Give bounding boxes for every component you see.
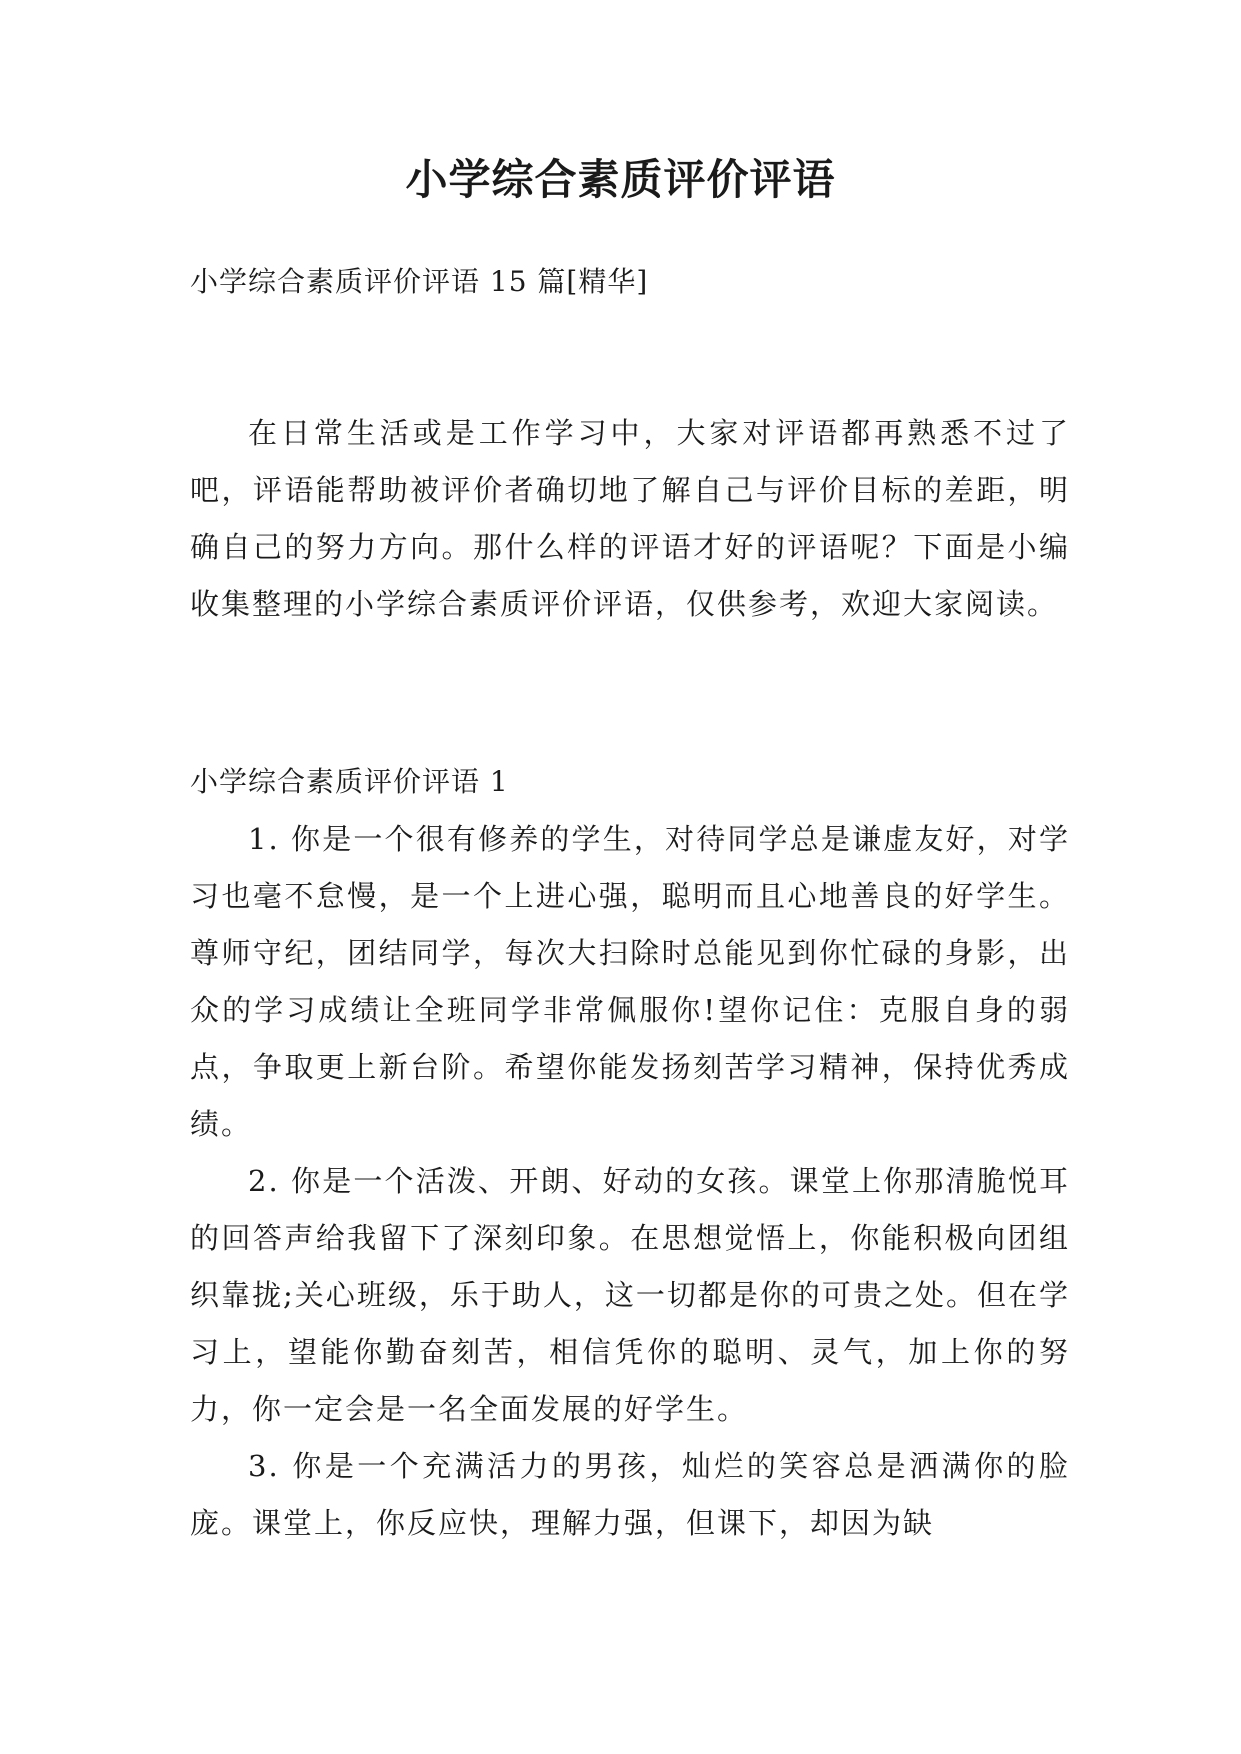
comment-paragraph-2: 2. 你是一个活泼、开朗、好动的女孩。课堂上你那清脆悦耳的回答声给我留下了深刻印象。在思想觉悟上，你能积极向团组织靠拢;关心班级，乐于助人，这一切都是你的可贵之处。但在学习上，望能你勤奋刻苦，相信凭你的聪明、灵气，加上你的努力，你一定会是一名全面发展的好学生。 — [190, 1164, 1070, 1426]
comment-paragraph-1: 1. 你是一个很有修养的学生，对待同学总是谦虚友好，对学习也毫不怠慢，是一个上进心强，聪明而且心地善良的好学生。尊师守纪，团结同学，每次大扫除时总能见到你忙碌的身影，出众的学习成绩让全班同学非常佩服你!望你记住：克服自身的弱点，争取更上新台阶。希望你能发扬刻苦学习精神，保持优秀成绩。 — [190, 822, 1070, 1141]
section-heading: 小学综合素质评价评语 1 — [190, 765, 509, 798]
page-title: 小学综合素质评价评语 — [405, 155, 836, 204]
comment-paragraph-3: 3. 你是一个充满活力的男孩，灿烂的笑容总是洒满你的脸庞。课堂上，你反应快，理解力强，但课下，却因为缺 — [190, 1449, 1070, 1540]
document-subtitle: 小学综合素质评价评语 15 篇[精华] — [190, 265, 649, 298]
comment-list — [190, 811, 1070, 1552]
intro-paragraph: 在日常生活或是工作学习中，大家对评语都再熟悉不过了吧，评语能帮助被评价者确切地了解自己与评价目标的差距，明确自己的努力方向。那什么样的评语才好的评语呢？下面是小编收集整理的小学综合素质评价评语，仅供参考，欢迎大家阅读。 — [190, 416, 1070, 621]
